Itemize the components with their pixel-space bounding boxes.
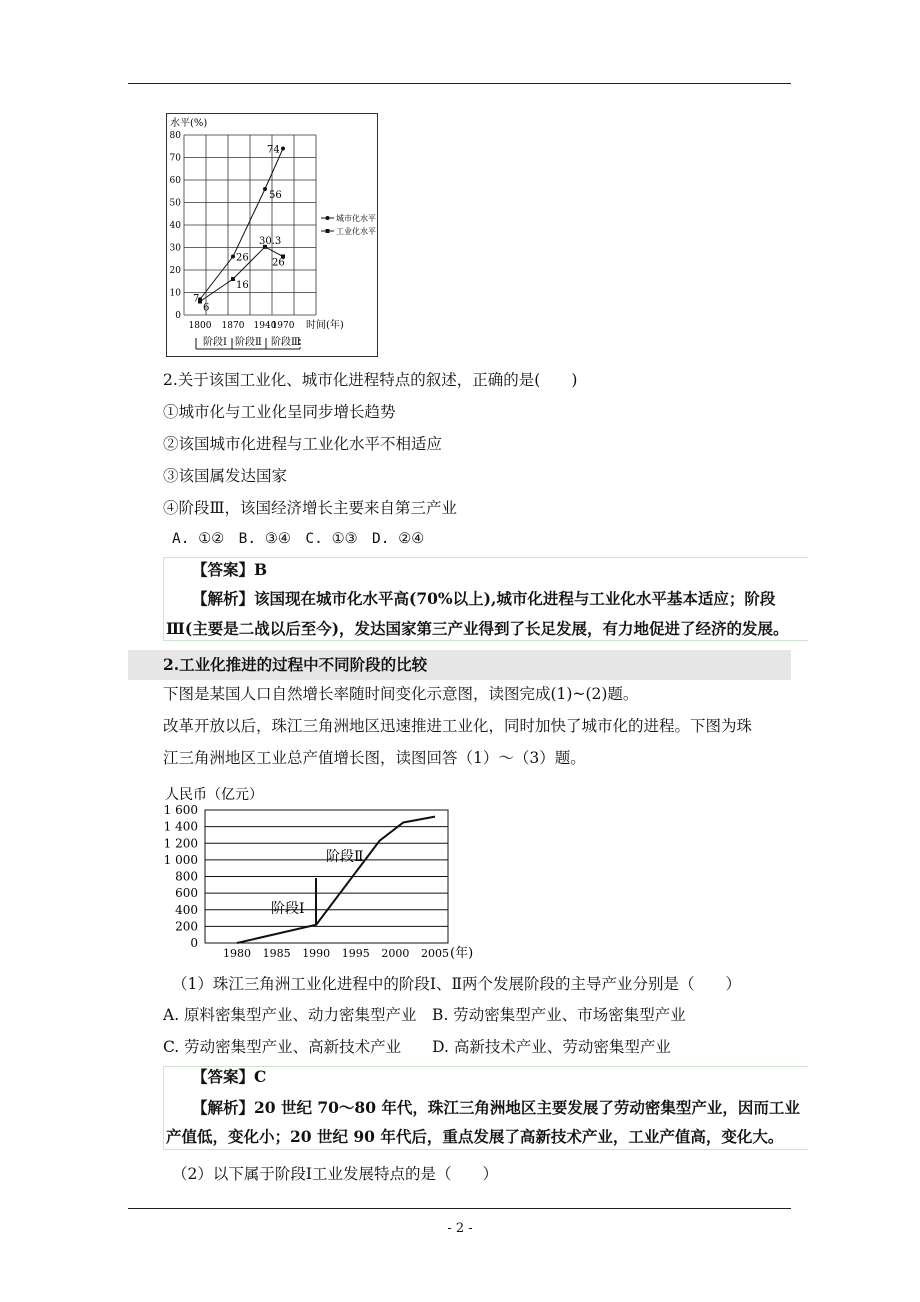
x-tick-label: 1870 <box>221 321 245 331</box>
q2-stem: 2.关于该国工业化、城市化进程特点的叙述，正确的是( ) <box>163 371 578 389</box>
y-tick-label: 0 <box>190 936 198 950</box>
x-tick-label: 2005 <box>421 947 449 960</box>
y-tick-label: 30 <box>169 243 181 254</box>
section-intro-1: 下图是某国人口自然增长率随时间变化示意图，读图完成(1)~(2)题。 <box>163 685 639 703</box>
x-tick-label: 1995 <box>341 947 370 960</box>
data-label: 26 <box>236 252 249 264</box>
q2-analysis-line2: Ⅲ(主要是二战以后至今)，发达国家第三产业得到了长足发展，有力地促进了经济的发展。 <box>166 619 789 638</box>
data-label: 16 <box>236 280 249 291</box>
industrial-output-chart <box>150 783 485 965</box>
x-axis-label: 时间(年) <box>306 320 344 331</box>
y-tick-label: 1 000 <box>163 852 198 867</box>
q2-option-2: ②该国城市化进程与工业化水平不相适应 <box>163 435 443 453</box>
x-tick-label: 1970 <box>271 321 295 331</box>
y-tick-label: 200 <box>175 919 198 934</box>
data-label: 26 <box>272 257 285 269</box>
data-label: 6 <box>203 302 210 314</box>
x-tick-label: 1940 <box>253 321 277 331</box>
urban-point <box>231 255 235 259</box>
q2b-stem: （2）以下属于阶段Ⅰ工业发展特点的是（ ） <box>172 1165 498 1183</box>
x-tick-label: 1985 <box>262 947 291 960</box>
industry-point <box>231 277 235 281</box>
q2-answer: 【答案】B <box>192 560 268 579</box>
y-tick-label: 70 <box>169 153 181 164</box>
y-tick-label: 1 200 <box>163 836 198 851</box>
stage-markers <box>196 336 301 349</box>
output-line <box>237 817 435 943</box>
q2-option-1: ①城市化与工业化呈同步增长趋势 <box>163 403 396 421</box>
y-axis-label: 人民币（亿元） <box>165 787 263 803</box>
section-intro-2: 改革开放以后，珠江三角洲地区迅速推进工业化，同时加快了城市化的进程。下图为珠 <box>163 717 753 735</box>
stage-3: 阶段Ⅲ <box>271 337 301 348</box>
legend-industry: 工业化水平 <box>336 227 376 236</box>
footer-rule <box>128 1208 791 1209</box>
q1-analysis-line1: 【解析】20 世纪 70～80 年代，珠江三角洲地区主要发展了劳动密集型产业，因而工业 <box>192 1098 800 1117</box>
x-tick-label: 2000 <box>381 947 410 960</box>
y-tick-label: 400 <box>175 902 198 917</box>
x-tick-label: 1800 <box>188 321 212 331</box>
section-intro-3: 江三角洲地区工业总产值增长图，读图回答（1）～（3）题。 <box>163 749 586 767</box>
q2-analysis-line1: 【解析】该国现在城市化水平高(70%以上),城市化进程与工业化水平基本适应；阶段 <box>192 589 776 608</box>
y-tick-label: 1 600 <box>163 803 198 817</box>
urban-point <box>281 147 285 151</box>
q1-options-ab: A. 原料密集型产业、动力密集型产业 B. 劳动密集型产业、市场密集型产业 <box>163 1006 686 1024</box>
q2-choices: A. ①② B. ③④ C. ①③ D. ②④ <box>172 531 425 547</box>
y-tick-label: 60 <box>169 176 181 186</box>
q1-answer: 【答案】C <box>192 1067 267 1086</box>
y-tick-label: 50 <box>169 198 181 209</box>
q1-options-cd: C. 劳动密集型产业、高新技术产业 D. 高新技术产业、劳动密集型产业 <box>163 1038 671 1056</box>
series-line-0 <box>200 149 283 300</box>
y-tick-label: 10 <box>169 288 181 299</box>
y-tick-label: 40 <box>169 221 181 231</box>
section-heading: 2.工业化推进的过程中不同阶段的比较 <box>163 655 428 674</box>
x-tick-label: 1990 <box>302 947 331 960</box>
legend <box>318 210 376 238</box>
stage-1: 阶段Ⅰ <box>203 337 227 348</box>
q2-option-3: ③该国属发达国家 <box>163 467 288 485</box>
data-label: 7 <box>193 293 200 305</box>
legend-urban: 城市化水平 <box>336 214 376 223</box>
data-label: 56 <box>269 190 282 201</box>
urban-point <box>263 187 267 191</box>
y-tick-label: 20 <box>169 266 181 276</box>
stage-2: 阶段Ⅱ <box>235 337 262 348</box>
y-tick-label: 800 <box>175 869 198 884</box>
x-axis-unit: (年) <box>450 946 474 961</box>
y-tick-label: 1 400 <box>163 819 198 834</box>
y-tick-label: 0 <box>175 311 181 321</box>
x-tick-label: 1980 <box>223 947 251 960</box>
y-axis-label: 水平(%) <box>170 118 208 129</box>
data-label: 30.3 <box>259 235 282 247</box>
q1-stem: （1）珠江三角洲工业化进程中的阶段Ⅰ、Ⅱ两个发展阶段的主导产业分别是（ ） <box>172 975 742 993</box>
q1-analysis-line2: 产值低，变化小；20 世纪 90 年代后，重点发展了高新技术产业，工业产值高，变化大。 <box>166 1127 784 1146</box>
urbanization-chart <box>166 113 378 357</box>
y-tick-label: 600 <box>175 886 198 901</box>
data-label: 74 <box>267 144 280 156</box>
stage-2-label: 阶段Ⅱ <box>326 849 364 865</box>
stage-1-label: 阶段Ⅰ <box>271 901 305 917</box>
page-number: - 2 - <box>447 1221 473 1236</box>
y-tick-label: 80 <box>169 131 181 141</box>
q2-option-4: ④阶段Ⅲ，该国经济增长主要来自第三产业 <box>163 499 457 517</box>
header-rule <box>128 83 791 84</box>
